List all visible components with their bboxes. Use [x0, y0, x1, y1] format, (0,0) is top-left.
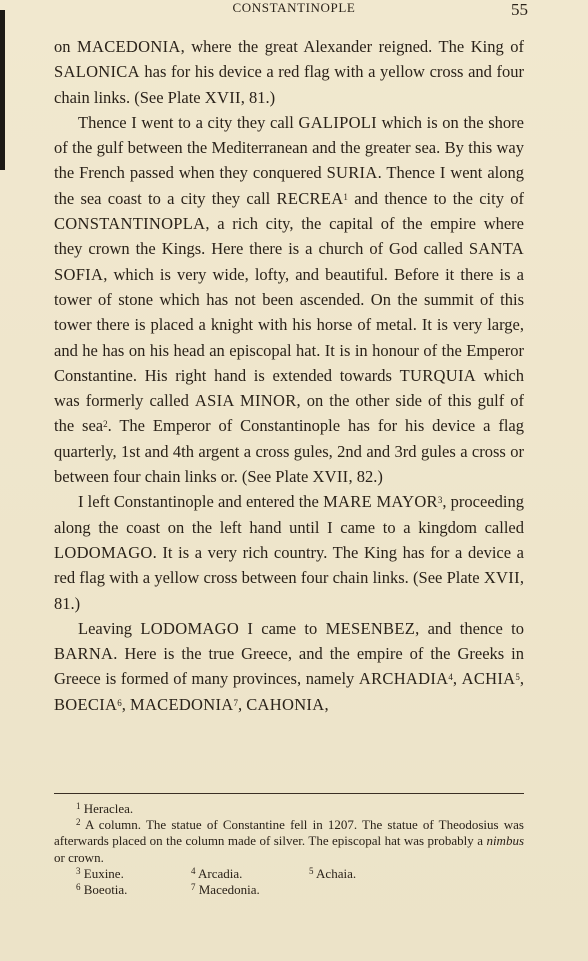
text-run: ,	[452, 669, 462, 689]
footnote-ref: 2	[103, 419, 108, 430]
place-name: MACEDONIA	[129, 694, 234, 714]
footnote-ref: 3	[437, 495, 443, 506]
place-name: BARNA	[54, 644, 114, 664]
text-run: on	[54, 37, 78, 56]
place-name: SURIA	[326, 163, 378, 183]
page-number: 55	[511, 0, 528, 19]
text-run: Leaving	[78, 618, 141, 638]
place-name: BOECIA	[54, 694, 118, 714]
text-run: ,	[238, 694, 247, 714]
footnote-row	[54, 882, 524, 898]
footnote-mark: 1	[76, 801, 81, 811]
place-name: LODOMAGO	[140, 618, 240, 638]
scan-edge-shadow	[0, 10, 5, 170]
footnote-mark: 7	[191, 882, 196, 893]
text-run: . Here is the true Greece, and the empire of the Greeks in Greece is formed of many provinces, namely	[54, 644, 524, 689]
footnote-7	[191, 882, 309, 898]
plate-number: XVII	[204, 87, 241, 107]
place-name: SANTA SOFIA	[54, 239, 524, 284]
paragraph-1	[54, 34, 524, 110]
text-run: which is on the shore of the gulf between the Mediterranean and the greater sea. By this way the French passed when they conquered	[54, 112, 524, 183]
footnote-text: Boeotia.	[83, 882, 128, 898]
footnote-text: Achaia.	[316, 865, 357, 881]
text-run: , which is very wide, lofty, and beautiful. Before it there is a tower of stone which has not been ascended. On the summit of this tower there is placed a knight with his horse of metal. It is very large, and he has on his head an episcopal hat. It is in honour of the Emperor Constantine. His right hand is extended towards	[54, 264, 524, 385]
paragraph-4	[54, 616, 524, 717]
paragraph-3	[54, 489, 524, 615]
place-name: ARCHADIA	[358, 669, 449, 689]
place-name: MARE MAYOR	[323, 492, 438, 512]
footnote-ref: 7	[233, 697, 238, 708]
footnote-text: Arcadia.	[198, 865, 243, 881]
text-run: ,	[519, 669, 524, 689]
text-run: I left Constantinople and entered the	[78, 492, 324, 512]
text-run: , proceeding along the coast on the left hand until I came to a kingdom called	[54, 492, 524, 537]
footnote-6	[76, 882, 191, 898]
text-run: has for his device a red flag with a yellow cross and four chain links. (See Plate	[54, 62, 524, 107]
text-run: and thence to the city of	[347, 188, 524, 208]
footnote-2	[54, 817, 524, 866]
text-run: , a rich city, the capital of the empire where they crown the Kings. Here there is a church of God called	[54, 214, 524, 259]
footnote-3	[76, 866, 191, 882]
place-name: ACHIA	[461, 669, 516, 689]
footnote-mark: 6	[76, 882, 81, 893]
footnotes	[54, 801, 524, 898]
place-name: TURQUIA	[399, 365, 476, 385]
text-run: , 82.)	[348, 467, 383, 487]
footnote-1	[54, 801, 524, 817]
footnote-ref: 1	[343, 191, 348, 202]
footnote-mark: 4	[191, 865, 196, 876]
footnote-5	[309, 866, 356, 882]
footnote-ref: 4	[448, 672, 453, 683]
footnote-ref: 6	[117, 697, 122, 708]
text-run: , on the other side of this gulf of the sea	[54, 391, 524, 436]
footnote-4	[191, 866, 309, 882]
footnote-text: Macedonia.	[198, 882, 260, 898]
footnote-text: or crown.	[54, 849, 104, 865]
paragraph-2	[54, 110, 524, 489]
footnote-emphasis: nimbus	[486, 833, 524, 849]
text-run: , 81.)	[54, 568, 524, 613]
footnote-text: A column. The statue of Constantine fell in 1207. The statue of Theodosius was afterwards placed on the column made of silver. The episcopal hat was probably a	[54, 817, 524, 849]
place-name: LODOMAGO	[54, 542, 153, 562]
text-run: which was formerly called	[54, 365, 524, 411]
footnote-row	[54, 866, 524, 882]
footnote-ref: 5	[515, 672, 520, 683]
place-name: GALIPOLI	[298, 112, 377, 132]
plate-number: XVII	[483, 568, 520, 588]
page-header	[0, 0, 588, 22]
text-run: ,	[324, 694, 329, 714]
text-run: . The Emperor of Constantinople has for his device a flag quarterly, 1st and 4th argent a cross gules, 2nd and 3rd gules a cross or between four chain links or. (See Plate	[54, 416, 524, 487]
text-run: I came to	[239, 618, 326, 638]
place-name: CONSTANTINOPLA	[54, 214, 206, 234]
text-run: . Thence I went along the sea coast to a city they call	[54, 163, 524, 208]
footnote-rule	[54, 793, 524, 794]
place-name: CAHONIA	[246, 694, 325, 714]
footnote-mark: 2	[76, 817, 81, 828]
footnote-mark: 5	[309, 865, 314, 876]
text-run: ,	[121, 694, 130, 714]
plate-number: XVII	[312, 467, 349, 487]
text-run: , and thence to	[415, 618, 525, 638]
running-title: CONSTANTINOPLE	[232, 0, 356, 15]
footnote-text: Euxine.	[83, 865, 124, 881]
text-run: , where the great Alexander reigned. The King of	[180, 37, 524, 56]
footnote-text: Heraclea.	[83, 801, 134, 816]
place-name: SALONICA	[54, 62, 140, 82]
place-name: RECREA	[276, 188, 344, 208]
text-run: , 81.)	[240, 87, 276, 107]
place-name: ASIA MINOR	[194, 391, 297, 411]
text-run: Thence I went to a city they call	[78, 112, 299, 132]
text-run: . It is a very rich country. The King has for a device a red flag with a yellow cross between four chain links. (See Plate	[54, 542, 524, 588]
body-text	[54, 34, 524, 717]
place-name: MACEDONIA	[77, 37, 181, 56]
place-name: MESENBEZ	[325, 618, 416, 638]
footnote-mark: 3	[76, 865, 81, 876]
